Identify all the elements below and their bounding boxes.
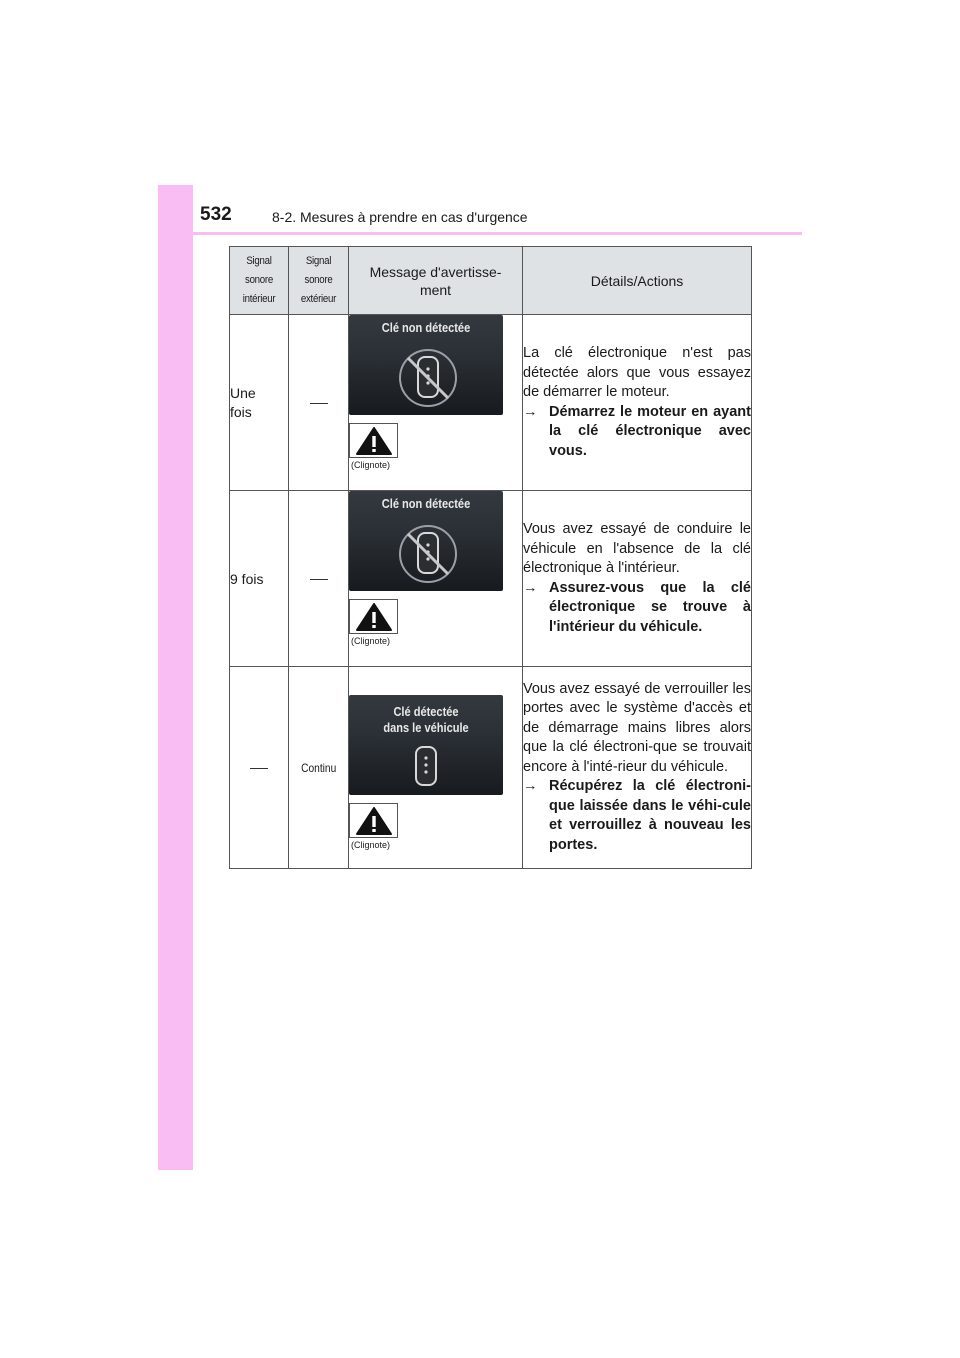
screen-title: Clé non détectée <box>381 496 471 511</box>
warning-triangle-icon <box>355 426 393 456</box>
arrow-icon: → <box>523 778 538 795</box>
warning-indicator <box>349 599 398 634</box>
details-action <box>523 777 751 855</box>
col-exterior-signal <box>289 247 349 315</box>
table-row <box>230 315 752 491</box>
interior-signal-cell <box>230 315 289 491</box>
key-fob-crossed-icon <box>349 491 503 591</box>
message-cell <box>349 491 523 667</box>
interior-signal-value: 9 fois <box>230 570 264 587</box>
arrow-icon: → <box>523 579 538 596</box>
col-details <box>523 247 752 315</box>
exterior-signal-value: Continu <box>300 761 337 775</box>
section-title: 8-2. Mesures à prendre en cas d'urgence <box>272 209 528 225</box>
warning-indicator <box>349 423 398 458</box>
col-exterior-line3: extérieur <box>300 293 337 305</box>
col-message <box>349 247 523 315</box>
key-fob-crossed-icon <box>349 315 503 415</box>
col-interior-line1: Signal <box>246 255 272 267</box>
page-number: 532 <box>200 204 232 225</box>
action-text: Démarrez le moteur en ayant la clé électronique avec vous. <box>549 403 751 459</box>
details-cell <box>523 667 752 869</box>
key-fob-icon <box>349 695 503 795</box>
action-text: Récupérez la clé électroni-que laissée dans le véhi-cule et verrouillez à nouveau les portes. <box>549 778 751 853</box>
display-screen <box>349 491 503 591</box>
screen-title-line2: dans le véhicule <box>383 720 469 735</box>
interior-signal-cell <box>230 667 289 869</box>
exterior-signal-cell <box>289 315 349 491</box>
warning-triangle-icon <box>355 806 393 836</box>
details-cell <box>523 491 752 667</box>
blink-label: (Clignote) <box>351 840 391 850</box>
col-interior-line3: intérieur <box>242 293 276 305</box>
screen-title: Clé non détectée <box>381 320 471 335</box>
screen-title-line1: Clé détectée <box>393 704 459 719</box>
warning-indicator <box>349 803 398 838</box>
warning-triangle-icon <box>355 602 393 632</box>
none-dash <box>310 403 328 404</box>
action-text: Assurez-vous que la clé électronique se trouve à l'intérieur du véhicule. <box>549 579 751 635</box>
table-row <box>230 667 752 869</box>
warning-table <box>229 246 752 869</box>
col-message-label: Message d'avertisse-ment <box>369 263 502 298</box>
interior-signal-value: Une fois <box>230 384 256 420</box>
details-description: Vous avez essayé de verrouiller les portes avec le système d'accès et de démarrage mains libres alors que la clé électroni-que se trouvait encore à l'inté-rieur du véhicule. <box>523 680 751 775</box>
details-action <box>523 579 751 638</box>
blink-label: (Clignote) <box>351 636 391 646</box>
exterior-signal-cell <box>289 491 349 667</box>
none-dash <box>310 579 328 580</box>
arrow-icon: → <box>523 403 538 420</box>
col-exterior-line1: Signal <box>305 255 332 267</box>
chapter-side-band <box>158 185 193 1170</box>
blink-label: (Clignote) <box>351 460 391 470</box>
details-description: La clé électronique n'est pas détectée alors que vous essayez de démarrer le moteur. <box>523 345 751 400</box>
col-interior-signal <box>230 247 289 315</box>
message-cell <box>349 315 523 491</box>
display-screen <box>349 695 503 795</box>
display-screen <box>349 315 503 415</box>
col-exterior-line2: sonore <box>304 274 333 286</box>
table-row <box>230 491 752 667</box>
details-cell <box>523 315 752 491</box>
details-description: Vous avez essayé de conduire le véhicule en l'absence de la clé électronique à l'intérieur. <box>523 521 751 576</box>
interior-signal-cell <box>230 491 289 667</box>
col-details-label: Détails/Actions <box>590 272 684 289</box>
none-dash <box>250 768 268 769</box>
exterior-signal-cell <box>289 667 349 869</box>
header-rule <box>158 232 802 235</box>
details-action <box>523 403 751 462</box>
table-header-row <box>230 247 752 315</box>
message-cell <box>349 667 523 869</box>
col-interior-line2: sonore <box>244 274 274 286</box>
